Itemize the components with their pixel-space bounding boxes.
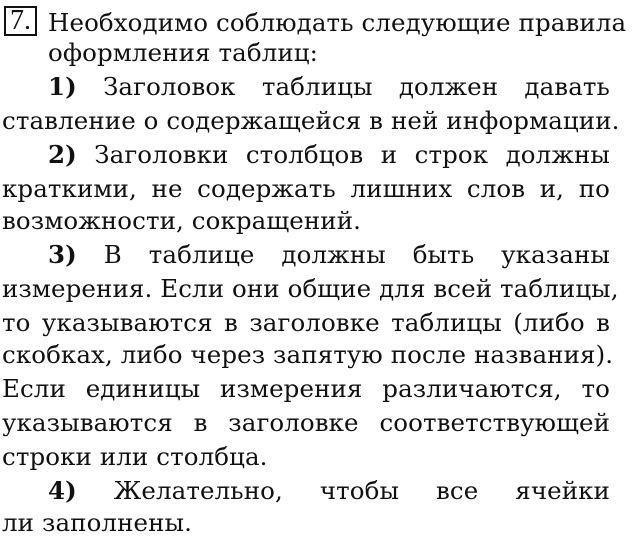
line-text: Желательно, чтобы все ячейки bbox=[113, 476, 610, 505]
text-line: ставление о содержащейся в ней информации. bbox=[2, 106, 620, 135]
rule-number: 1) bbox=[48, 72, 77, 101]
text-line bbox=[48, 240, 610, 270]
task-number-box: 7. bbox=[4, 6, 37, 36]
text-line: оформления таблиц: bbox=[48, 38, 318, 67]
text-line: измерения. Если они общие для всей таблицы, bbox=[2, 274, 619, 303]
rule-number: 4) bbox=[48, 476, 77, 505]
rule-number: 3) bbox=[48, 240, 77, 269]
text-line bbox=[48, 72, 610, 102]
text-line: краткими, не содержать лишних слов и, по bbox=[2, 174, 610, 203]
rule-number: 2) bbox=[48, 140, 77, 169]
text-line: строки или столбца. bbox=[2, 442, 268, 471]
text-line: указываются в заголовке соответствующей bbox=[2, 408, 610, 437]
line-text: В таблице должны быть указаны bbox=[103, 240, 610, 269]
line-text: Заголовки столбцов и строк должны bbox=[94, 140, 610, 169]
line-text: Заголовок таблицы должен давать bbox=[103, 72, 610, 101]
text-line: скобках, либо через запятую после названия). bbox=[2, 340, 614, 369]
text-line: Если единицы измерения различаются, то bbox=[2, 374, 610, 403]
text-line: Необходимо соблюдать следующие правила bbox=[48, 8, 627, 37]
text-line: то указываются в заголовке таблицы (либо в bbox=[2, 308, 610, 337]
text-line: возможности, сокращений. bbox=[2, 206, 362, 235]
text-line bbox=[48, 476, 610, 506]
text-line: ли заполнены. bbox=[2, 508, 193, 537]
text-line bbox=[48, 140, 610, 170]
